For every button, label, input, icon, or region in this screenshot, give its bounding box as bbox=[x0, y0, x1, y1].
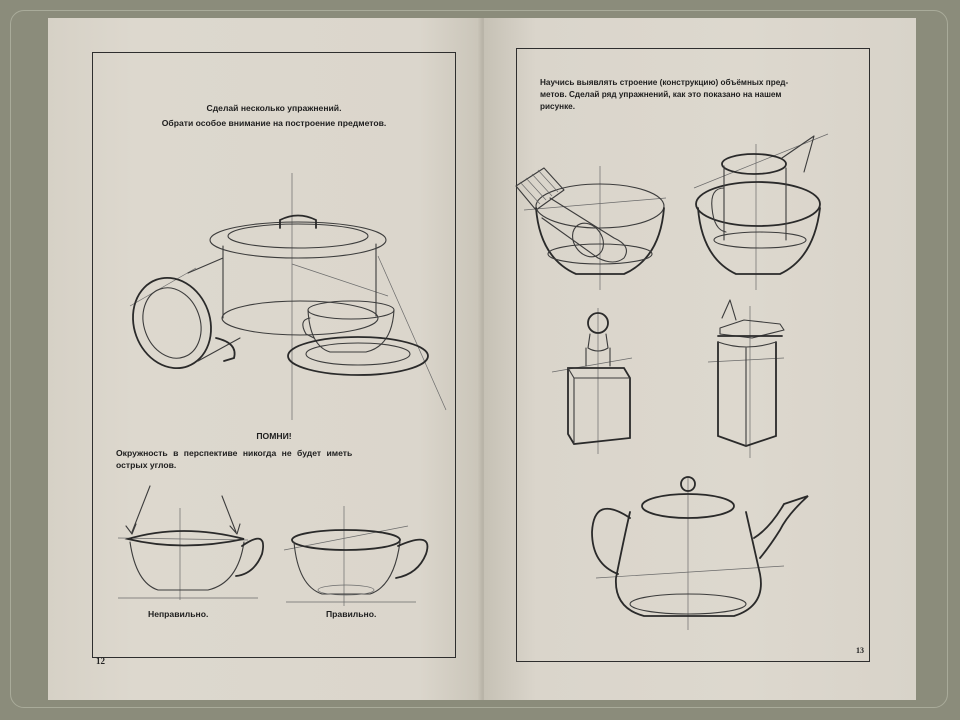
left-page bbox=[48, 18, 484, 700]
intro-line1: Научись выявлять строение (конструкцию) объёмных пред- bbox=[540, 78, 789, 87]
left-heading-line1: Сделай несколько упражнений. bbox=[206, 103, 342, 113]
right-page-number: 13 bbox=[856, 646, 864, 655]
label-wrong: Неправильно. bbox=[148, 609, 209, 619]
left-page-number: 12 bbox=[96, 656, 105, 666]
right-cup-icon bbox=[48, 18, 484, 700]
remember-heading: ПОМНИ! bbox=[256, 431, 292, 441]
right-page bbox=[484, 18, 916, 700]
intro-line3: рисунке. bbox=[540, 102, 576, 111]
intro-line2: метов. Сделай ряд упражнений, как это показано на нашем bbox=[540, 90, 782, 99]
teapot-icon bbox=[484, 18, 916, 700]
rule-line2: острых углов. bbox=[116, 460, 177, 470]
rule-line1: Окружность в перспективе никогда не будет иметь bbox=[116, 448, 353, 458]
label-right: Правильно. bbox=[326, 609, 377, 619]
left-heading-line2: Обрати особое внимание на построение предметов. bbox=[161, 118, 387, 128]
